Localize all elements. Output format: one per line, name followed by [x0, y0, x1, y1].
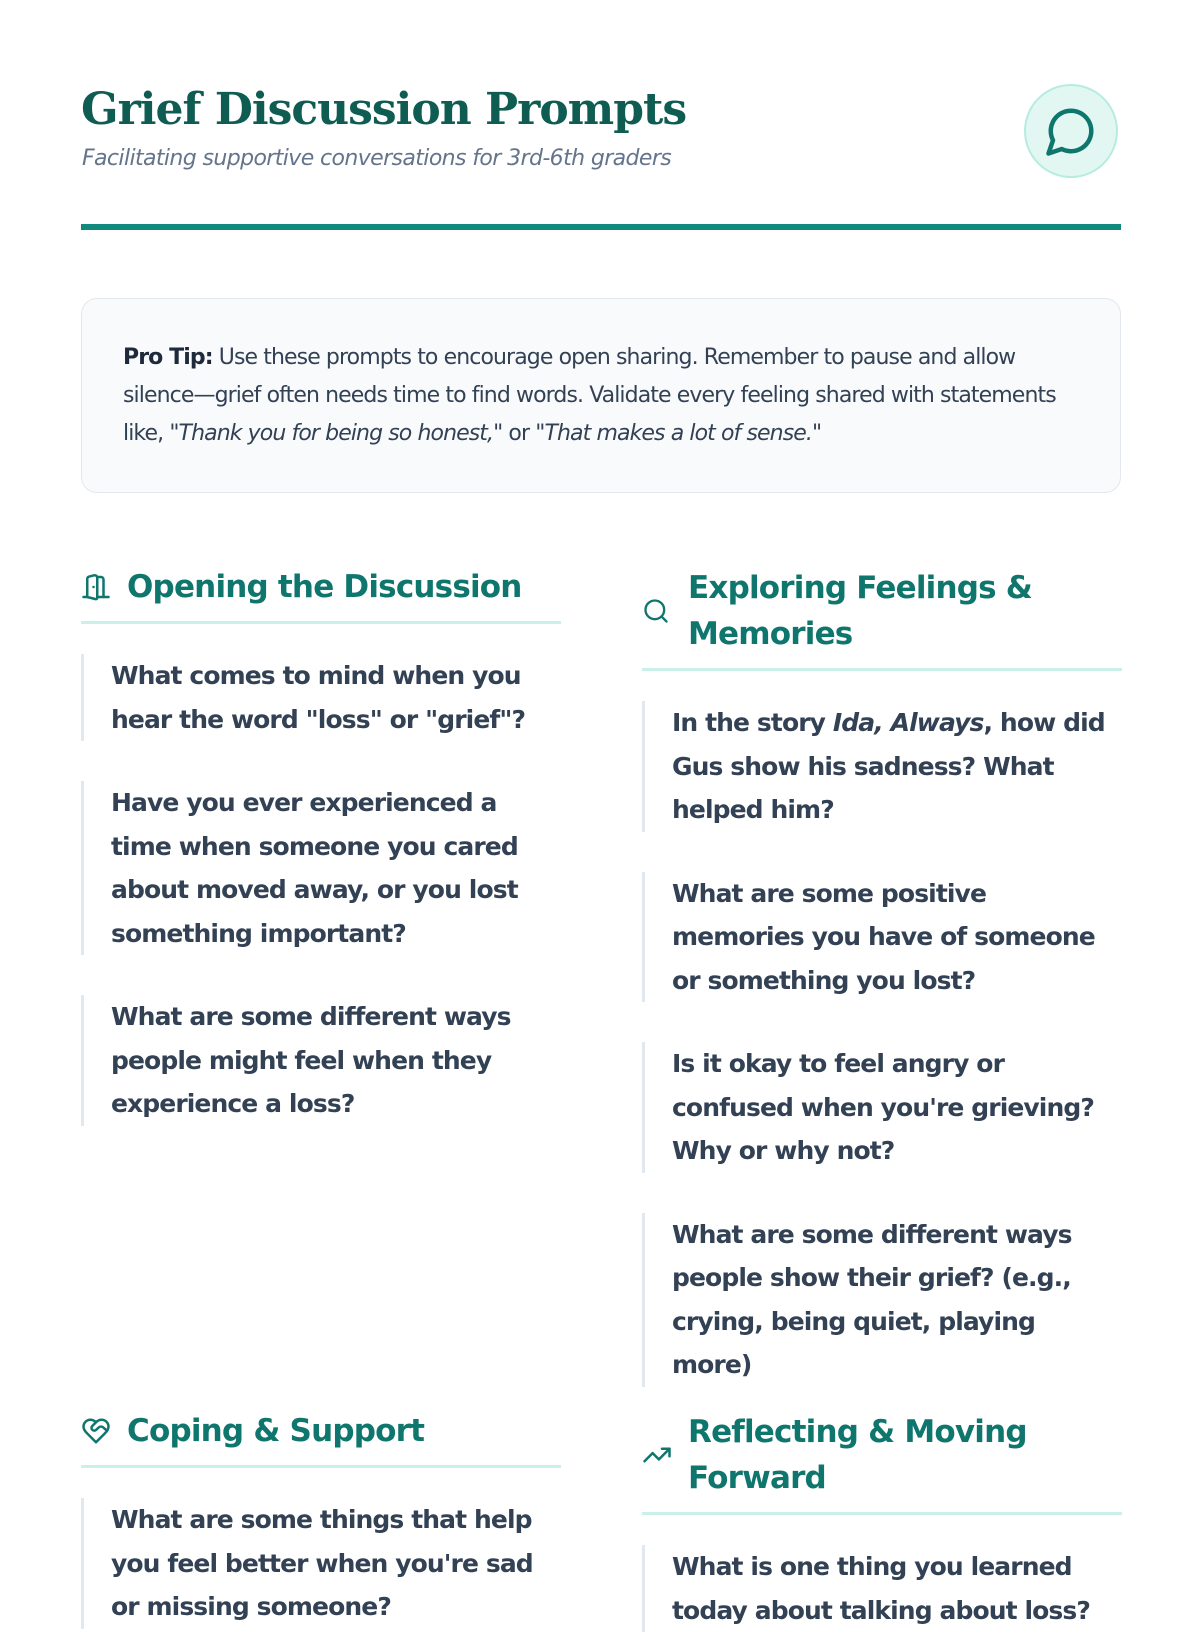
- section-reflecting: [642, 1405, 1122, 1632]
- prompt-item: What comes to mind when you hear the word "loss" or "grief"?: [81, 654, 561, 741]
- page-subtitle: Facilitating supportive conversations for 3rd-6th graders: [82, 146, 672, 171]
- search-icon: [642, 597, 688, 625]
- section-title: Exploring Feelings & Memories: [688, 569, 1033, 652]
- section-feelings: [642, 561, 1122, 1387]
- section-header: [81, 1405, 561, 1468]
- header: [81, 80, 1121, 180]
- prompt-item: What are some positive memories you have of someone or something you lost?: [642, 872, 1122, 1003]
- prompt-item: Have you ever experienced a time when someone you cared about moved away, or you lost something important?: [81, 781, 561, 955]
- pro-tip-label: Pro Tip:: [123, 345, 213, 370]
- section-title: Reflecting & Moving Forward: [688, 1413, 1027, 1496]
- prompt-item: [642, 701, 1122, 832]
- trending-up-icon: [642, 1440, 688, 1470]
- prompt-text: , how did Gus show his sadness? What helped him?: [672, 708, 1105, 824]
- header-divider: [81, 224, 1121, 230]
- prompt-item: Is it okay to feel angry or confused when you're grieving? Why or why not?: [642, 1042, 1122, 1173]
- section-opening: [81, 561, 561, 1126]
- prompt-text: In the story: [672, 708, 833, 737]
- section-header: [642, 1405, 1122, 1515]
- pro-tip-box: [81, 298, 1121, 493]
- heart-handshake-icon: [81, 1416, 127, 1446]
- prompt-item: What are some different ways people might feel when they experience a loss?: [81, 995, 561, 1126]
- section-title: Coping & Support: [127, 1413, 425, 1449]
- door-icon: [81, 572, 127, 602]
- pro-tip-connector: or: [502, 421, 536, 446]
- book-title: Ida, Always: [832, 708, 984, 737]
- chat-bubble-icon: [1044, 104, 1098, 158]
- chat-button[interactable]: [1024, 84, 1118, 178]
- prompt-item: What is one thing you learned today about talking about loss?: [642, 1545, 1122, 1632]
- section-coping: [81, 1405, 561, 1629]
- pro-tip-text: Use these prompts to encourage open sharing. Remember to pause and allow silence—grief often needs time to find words. Validate every feeling shared with statements like,: [123, 345, 1056, 446]
- prompt-item: What are some things that help you feel better when you're sad or missing someone?: [81, 1498, 561, 1629]
- pro-tip-quote-1: "Thank you for being so honest,": [169, 421, 503, 446]
- pro-tip-quote-2: "That makes a lot of sense.": [535, 421, 822, 446]
- section-header: [81, 561, 561, 624]
- prompt-item: What are some different ways people show their grief? (e.g., crying, being quiet, playing more): [642, 1213, 1122, 1387]
- page-title: Grief Discussion Prompts: [81, 84, 687, 135]
- section-title: Opening the Discussion: [127, 569, 522, 605]
- section-header: [642, 561, 1122, 671]
